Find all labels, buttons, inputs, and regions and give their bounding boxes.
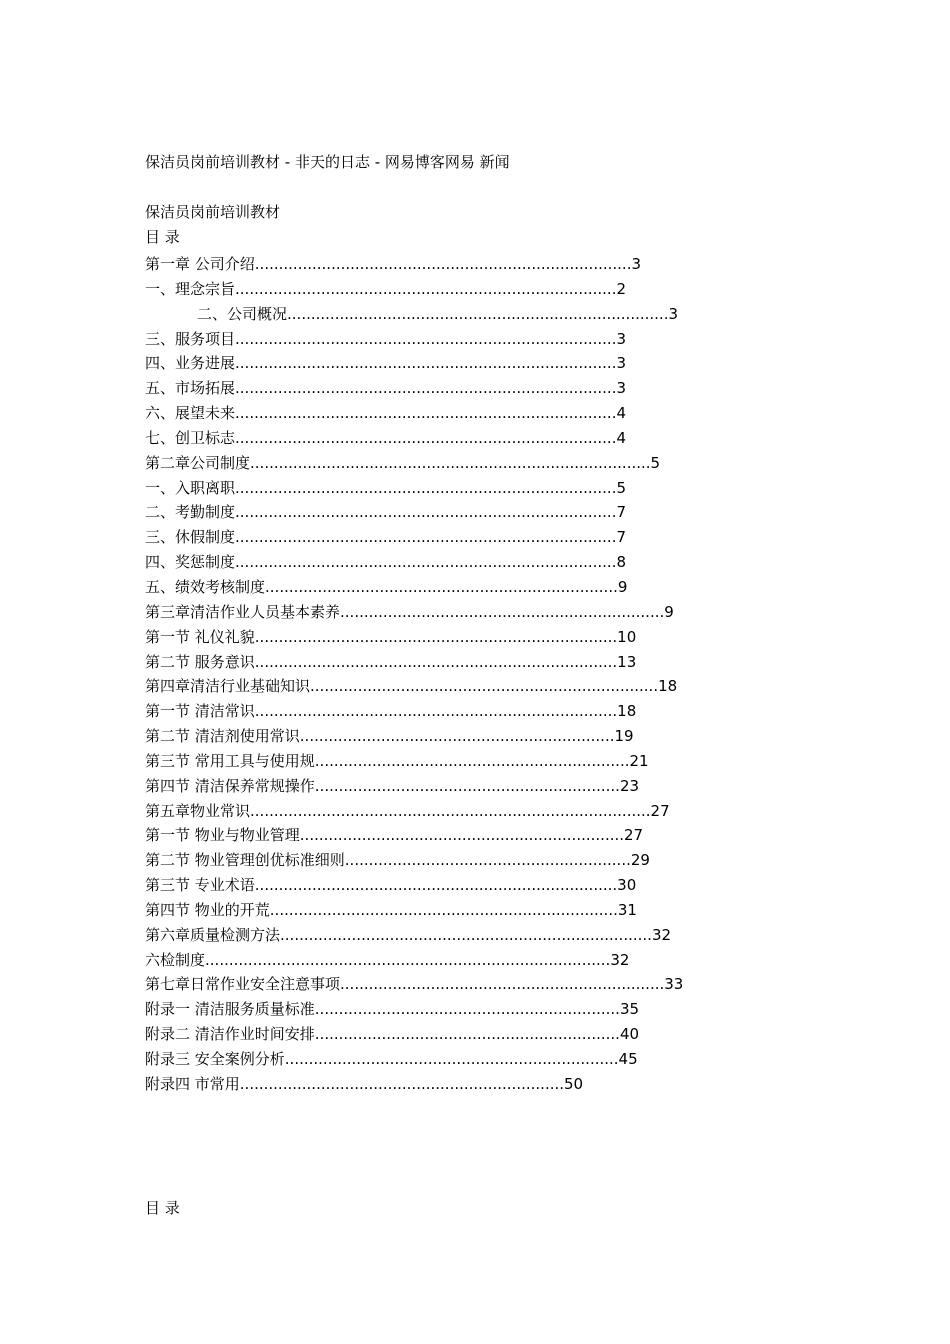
toc-entry: [145, 575, 765, 600]
toc-entry-title: 第六章质量检测方法: [145, 925, 281, 944]
toc-entry-page: 3: [616, 354, 627, 373]
toc-entry: [145, 699, 765, 724]
toc-entry-page: 4: [616, 428, 627, 447]
toc-entry-page: 5: [650, 453, 661, 472]
toc-entry: [145, 898, 765, 923]
toc-entry-title: 五、绩效考核制度: [145, 577, 266, 596]
toc-leader-dots: ............................................................................: [254, 627, 618, 646]
toc-entry-title: 第二节 服务意识: [145, 652, 255, 671]
toc-entry-page: 30: [617, 876, 637, 895]
toc-entry-title: 四、业务进展: [145, 354, 236, 373]
toc-entry: [145, 426, 765, 451]
toc-entry: [145, 1072, 765, 1097]
toc-entry-page: 27: [650, 801, 670, 820]
toc-leader-dots: ....................................................................: [299, 826, 625, 845]
toc-entry: [145, 525, 765, 550]
toc-leader-dots: ................................................................................: [235, 528, 617, 547]
toc-entry-title: 附录一 清洁服务质量标准: [145, 1000, 315, 1019]
toc-entry: [145, 500, 765, 525]
toc-leader-dots: ....................................................................: [340, 602, 665, 621]
toc-entry-title: 第三节 专业术语: [145, 876, 255, 895]
toc-entry: [145, 476, 765, 501]
toc-entry: [145, 873, 765, 898]
toc-entry-page: 9: [617, 577, 628, 596]
toc-entry-title: 第一节 清洁常识: [145, 702, 255, 721]
toc-entry: [145, 277, 765, 302]
toc-entry: [145, 327, 765, 352]
document-title: 保洁员岗前培训教材: [145, 203, 281, 221]
toc-leader-dots: ................................................................................: [287, 304, 669, 323]
toc-entry-page: 3: [616, 329, 627, 348]
toc-entry-page: 33: [664, 975, 684, 994]
toc-entry-page: 23: [619, 776, 640, 795]
toc-entry-page: 50: [564, 1074, 584, 1093]
toc-entry-title: 四、奖惩制度: [145, 553, 236, 572]
toc-leader-dots: .....................................................................................: [205, 950, 611, 969]
toc-entry-title: 附录三 安全案例分析: [145, 1050, 285, 1068]
toc-leader-dots: ......................................................................: [284, 1050, 619, 1068]
toc-entry: [145, 972, 765, 997]
toc-entry-title: 七、创卫标志: [145, 428, 236, 447]
toc-entry-page: 27: [624, 826, 644, 845]
toc-entry-page: 19: [614, 727, 634, 746]
toc-entry: [145, 625, 765, 650]
toc-heading-repeat: 目 录: [145, 1199, 180, 1217]
toc-entry-page: 40: [619, 1025, 640, 1044]
toc-entry: [145, 749, 765, 774]
toc-entry: [145, 1047, 765, 1072]
toc-leader-dots: ................................................................................: [235, 379, 617, 398]
toc-entry-page: 2: [616, 279, 627, 298]
toc-leader-dots: ..................................................................: [299, 727, 615, 746]
toc-entry-title: 一、理念宗旨: [145, 279, 236, 298]
toc-entry-title: 一、入职离职: [145, 478, 236, 497]
toc-entry-page: 7: [616, 503, 627, 522]
toc-entry-title: 第五章物业常识: [145, 801, 251, 820]
toc-entry: [145, 451, 765, 476]
toc-leader-dots: ................................................................: [314, 1000, 620, 1019]
toc-entry-title: 六、展望未来: [145, 404, 236, 423]
toc-entry-page: 7: [616, 528, 627, 547]
toc-entry-title: 五、市场拓展: [145, 379, 236, 398]
toc-leader-dots: ..............................................................................: [280, 925, 652, 944]
toc-entry-page: 29: [630, 851, 650, 870]
toc-leader-dots: .........................................................................: [310, 677, 659, 696]
table-of-contents: [145, 252, 765, 1097]
toc-entry: [145, 302, 765, 327]
toc-entry-title: 第四节 物业的开荒: [145, 900, 270, 919]
toc-leader-dots: ....................................................................................: [250, 801, 651, 820]
toc-entry-title: 第二节 清洁剂使用常识: [145, 727, 300, 746]
toc-entry-title: 三、休假制度: [145, 528, 236, 547]
toc-entry-title: 第七章日常作业安全注意事项: [145, 975, 341, 994]
toc-leader-dots: ...............................................................................: [254, 255, 632, 273]
toc-leader-dots: ..........................................................................: [265, 577, 618, 596]
toc-leader-dots: ....................................................................: [239, 1074, 565, 1093]
toc-entry: [145, 799, 765, 824]
toc-entry-page: 9: [664, 602, 674, 621]
toc-entry: [145, 774, 765, 799]
toc-leader-dots: ................................................................................: [235, 354, 617, 373]
toc-entry: [145, 1022, 765, 1047]
toc-leader-dots: ............................................................................: [254, 702, 618, 721]
toc-entry: [145, 376, 765, 401]
toc-entry: [145, 351, 765, 376]
toc-entry-title: 第一章 公司介绍: [145, 255, 255, 273]
toc-entry: [145, 401, 765, 426]
toc-entry-page: 3: [631, 255, 642, 273]
toc-entry-page: 32: [651, 925, 672, 944]
toc-entry-title: 附录二 清洁作业时间安排: [145, 1025, 315, 1044]
toc-entry-page: 5: [616, 478, 627, 497]
toc-entry-page: 13: [617, 652, 637, 671]
toc-leader-dots: ................................................................................: [235, 404, 617, 423]
toc-leader-dots: ............................................................................: [254, 652, 618, 671]
toc-leader-dots: ................................................................: [314, 1025, 620, 1044]
toc-entry-page: 18: [617, 702, 637, 721]
document-header: 保洁员岗前培训教材 - 非天的日志 - 网易博客网易 新闻: [145, 153, 510, 171]
toc-entry: [145, 948, 765, 973]
toc-entry-title: 第二章公司制度: [145, 453, 251, 472]
toc-entry-page: 21: [629, 751, 649, 770]
toc-leader-dots: ................................................................: [314, 776, 620, 795]
toc-entry: [145, 600, 765, 625]
toc-leader-dots: ................................................................................: [235, 503, 617, 522]
toc-leader-dots: ................................................................................: [235, 553, 617, 572]
toc-leader-dots: ................................................................................: [235, 329, 617, 348]
toc-entry-page: 8: [616, 553, 627, 572]
toc-leader-dots: ................................................................................: [235, 428, 617, 447]
toc-leader-dots: ............................................................: [344, 851, 631, 870]
toc-leader-dots: .........................................................................: [269, 900, 618, 919]
toc-entry: [145, 252, 765, 277]
toc-entry-page: 45: [618, 1050, 638, 1068]
toc-entry-title: 第四节 清洁保养常规操作: [145, 776, 315, 795]
toc-leader-dots: ................................................................................: [235, 279, 617, 298]
toc-entry-page: 31: [617, 900, 637, 919]
toc-leader-dots: ....................................................................: [340, 975, 665, 994]
toc-entry-title: 第二节 物业管理创优标准细则: [145, 851, 345, 870]
toc-entry: [145, 724, 765, 749]
toc-heading: 目 录: [145, 228, 180, 246]
toc-entry-page: 4: [616, 404, 627, 423]
toc-entry-title: 三、服务项目: [145, 329, 236, 348]
toc-leader-dots: ............................................................................: [254, 876, 618, 895]
toc-entry-title: 第三节 常用工具与使用规: [145, 751, 315, 770]
toc-entry: [145, 823, 765, 848]
toc-entry-title: 第一节 物业与物业管理: [145, 826, 300, 845]
toc-entry-title: 六检制度: [145, 950, 206, 969]
toc-entry: [145, 550, 765, 575]
toc-entry-title: 附录四 市常用: [145, 1074, 240, 1093]
toc-entry-page: 10: [617, 627, 637, 646]
toc-entry-title: 第一节 礼仪礼貌: [145, 627, 255, 646]
toc-entry: [145, 997, 765, 1022]
toc-entry: [145, 650, 765, 675]
toc-entry-title: 第三章清洁作业人员基本素养: [145, 602, 341, 621]
toc-entry-page: 32: [610, 950, 630, 969]
toc-entry-title: 第四章清洁行业基础知识: [145, 677, 311, 696]
toc-entry: [145, 923, 765, 948]
toc-entry-page: 18: [658, 677, 678, 696]
toc-leader-dots: ................................................................................: [235, 478, 617, 497]
toc-entry: [145, 848, 765, 873]
toc-leader-dots: ..................................................................: [314, 751, 630, 770]
toc-entry-page: 3: [616, 379, 627, 398]
toc-entry-title: 二、考勤制度: [145, 503, 236, 522]
toc-leader-dots: ....................................................................................: [250, 453, 651, 472]
toc-entry: [145, 674, 765, 699]
toc-entry-page: 35: [619, 1000, 640, 1019]
toc-entry-title: 二、公司概况: [197, 304, 288, 323]
toc-entry-page: 3: [668, 304, 679, 323]
